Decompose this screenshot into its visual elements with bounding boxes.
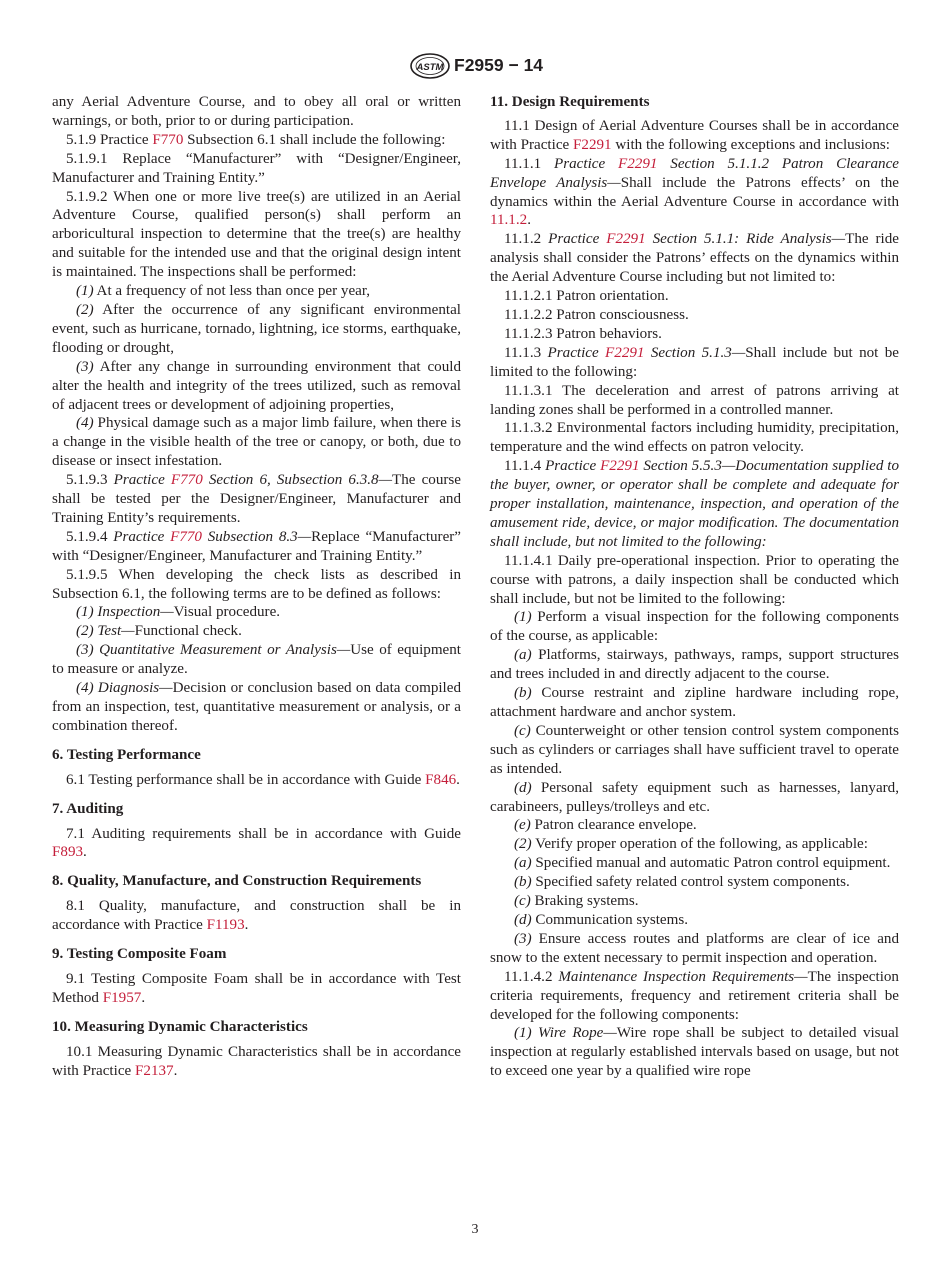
ref-link-f893[interactable]: F893 — [52, 844, 84, 861]
list-item: (b) Course restraint and zipline hardware including rope, attachment hardware and anchor system. — [490, 685, 899, 720]
list-item: (c) Braking systems. — [514, 893, 639, 910]
paragraph-5-1-9-3: 5.1.9.3 Practice F770 Section 6, Subsection 6.3.8—The course shall be tested per the Designer/Engineer, Manufacturer and Training Entity’s requirements. — [52, 472, 461, 526]
list-item: (d) Communication systems. — [514, 911, 688, 928]
list-item: (b) Specified safety related control system components. — [514, 874, 850, 891]
list-item: (a) Platforms, stairways, pathways, ramps, support structures and trees included in and directly adjacent to the course. — [490, 647, 899, 683]
paragraph-5-1-9-1: 5.1.9.1 Replace “Manufacturer” with “Designer/Engineer, Manufacturer and Training Entity.” — [52, 150, 461, 186]
list-item: (2) Verify proper operation of the following, as applicable: — [514, 836, 868, 853]
list-item: (1) At a frequency of not less than once per year, — [76, 283, 371, 300]
definition-item: (2) Test—Functional check. — [76, 623, 242, 640]
paragraph-11-1-2-2: 11.1.2.2 Patron consciousness. — [504, 306, 689, 323]
ref-link-f770[interactable]: F770 — [152, 131, 184, 148]
list-item: (2) After the occurrence of any significant environmental event, such as hurricane, tornado, lightning, ice storms, earthquake, flooding or drought, — [52, 301, 461, 356]
paragraph-10-1: 10.1 Measuring Dynamic Characteristics shall be in accordance with Practice F2137. — [52, 1043, 461, 1079]
ref-link-f1957[interactable]: F1957 — [102, 989, 142, 1006]
paragraph-5-1-9-4: 5.1.9.4 Practice F770 Subsection 8.3—Replace “Manufacturer” with “Designer/Engineer, Manufacturer and Training Entity.” — [52, 528, 462, 564]
list-item: (3) After any change in surrounding environment that could alter the health and integrity of the trees utilized, such as removal of adjacent trees or development of adjoining properties, — [52, 358, 461, 413]
ref-link-f2291[interactable]: F2291 — [573, 136, 612, 153]
definition-item: (1) Inspection—Visual procedure. — [76, 604, 281, 621]
ref-link-f2291[interactable]: F2291 — [600, 458, 640, 475]
list-item: (d) Personal safety equipment such as harnesses, lanyard, carabineers, pulleys/trolleys and etc. — [490, 779, 899, 815]
paragraph-5-1-9: 5.1.9 Practice F770 Subsection 6.1 shall include the following: — [66, 131, 446, 148]
list-item: (1) Perform a visual inspection for the following components of the course, as applicable: — [490, 609, 899, 645]
ref-link-f2137[interactable]: F2137 — [135, 1062, 174, 1079]
paragraph-11-1-3: 11.1.3 Practice F2291 Section 5.1.3—Shall include but not be limited to the following: — [490, 344, 899, 380]
list-item: (3) Ensure access routes and platforms are clear of ice and snow to the extent necessary to permit inspection and operation. — [490, 930, 899, 966]
section-heading-7: 7. Auditing — [52, 800, 124, 817]
paragraph-11-1-1: 11.1.1 Practice F2291 Section 5.1.1.2 Patron Clearance Envelope Analysis—Shall include the Patrons effects’ on the dynamics within the Aerial Adventure Course in accordance with 11.1.2. — [490, 155, 899, 229]
page-header — [0, 49, 950, 85]
paragraph-11-1-2: 11.1.2 Practice F2291 Section 5.1.1: Ride Analysis—The ride analysis shall consider the Patrons’ effects on the dynamics within the Aerial Adventure Course including but not limited to: — [490, 231, 899, 286]
paragraph-9-1: 9.1 Testing Composite Foam shall be in accordance with Test Method F1957. — [52, 970, 461, 1006]
section-heading-9: 9. Testing Composite Foam — [52, 946, 227, 963]
paragraph: any Aerial Adventure Course, and to obey all oral or written warnings, or both, prior to or during participation. — [52, 94, 461, 129]
paragraph-11-1-4-2: 11.1.4.2 Maintenance Inspection Requirements—The inspection criteria requirements, frequency and retirement criteria shall be developed for the following components: — [490, 968, 899, 1023]
paragraph-11-1-3-2: 11.1.3.2 Environmental factors including humidity, precipitation, temperature and the wind effects on patron velocity. — [490, 420, 899, 456]
ref-link-f770[interactable]: F770 — [170, 472, 203, 489]
list-item: (4) Physical damage such as a major limb failure, when there is a change in the visible health of the tree or canopy, or both, due to disease or insect infestation. — [52, 415, 461, 470]
definition-item: (4) Diagnosis—Decision or conclusion based on data compiled from an inspection, test, quantitative measurement or analysis, or a combination thereof. — [52, 680, 461, 734]
list-item: (c) Counterweight or other tension control system components such as cylinders or carriages shall have sufficient travel to operate as intended. — [490, 722, 899, 777]
paragraph-11-1-4: 11.1.4 Practice F2291 Section 5.5.3—Documentation supplied to the buyer, owner, or operator shall be complete and adequate for proper installation, maintenance, inspection, and operation of the amusement ride, device, or major modification. The documentation shall include, but not limited to the following: — [490, 458, 900, 550]
ref-link-f770[interactable]: F770 — [170, 528, 202, 545]
document-designation: F2959 − 14 — [454, 55, 544, 75]
list-item: (e) Patron clearance envelope. — [514, 817, 697, 834]
section-heading-6: 6. Testing Performance — [52, 746, 201, 763]
ref-link-11-1-2[interactable]: 11.1.2 — [490, 212, 528, 229]
paragraph-7-1: 7.1 Auditing requirements shall be in accordance with Guide F893. — [52, 825, 461, 861]
section-heading-11: 11. Design Requirements — [490, 94, 650, 110]
paragraph-11-1-4-1: 11.1.4.1 Daily pre-operational inspection. Prior to operating the course with patrons, a daily inspection shall be conducted which shall include, but not be limited to the following: — [490, 552, 899, 607]
paragraph-11-1: 11.1 Design of Aerial Adventure Courses shall be in accordance with Practice F2291 with the following exceptions and inclusions: — [490, 117, 899, 153]
paragraph-6-1: 6.1 Testing performance shall be in accordance with Guide F846. — [66, 771, 460, 788]
list-item: (1) Wire Rope—Wire rope shall be subject to detailed visual inspection at regularly established intervals based on usage, but not to exceed one year by a qualified wire rope — [490, 1025, 899, 1080]
paragraph-11-1-2-1: 11.1.2.1 Patron orientation. — [504, 288, 669, 305]
paragraph-11-1-3-1: 11.1.3.1 The deceleration and arrest of patrons arriving at landing zones shall be performed in a controlled manner. — [490, 382, 899, 418]
svg-text:ASTM: ASTM — [416, 62, 444, 73]
ref-link-f1193[interactable]: F1193 — [206, 917, 245, 934]
paragraph-8-1: 8.1 Quality, manufacture, and construction shall be in accordance with Practice F1193. — [52, 898, 461, 934]
ref-link-f2291[interactable]: F2291 — [618, 155, 658, 172]
page-number: 3 — [471, 1222, 479, 1237]
list-item: (a) Specified manual and automatic Patron control equipment. — [514, 855, 891, 872]
paragraph-5-1-9-5: 5.1.9.5 When developing the check lists as described in Subsection 6.1, the following terms are to be defined as follows: — [52, 566, 461, 602]
ref-link-f2291[interactable]: F2291 — [606, 231, 646, 248]
ref-link-f846[interactable]: F846 — [425, 771, 457, 788]
section-heading-10: 10. Measuring Dynamic Characteristics — [52, 1018, 308, 1035]
definition-item: (3) Quantitative Measurement or Analysis—Use of equipment to measure or analyze. — [52, 642, 461, 678]
right-column — [490, 93, 899, 1081]
ref-link-f2291[interactable]: F2291 — [605, 344, 645, 361]
section-heading-8: 8. Quality, Manufacture, and Construction Requirements — [52, 873, 422, 890]
paragraph-11-1-2-3: 11.1.2.3 Patron behaviors. — [504, 325, 662, 342]
left-column — [52, 93, 461, 1081]
astm-logo-icon — [410, 53, 450, 79]
paragraph-5-1-9-2: 5.1.9.2 When one or more live tree(s) are utilized in an Aerial Adventure Course, qualified person(s) shall perform an arboricultural inspection to determine that the tree(s) are healthy and suitable for the intended use and that the original design intent is maintained. The inspections shall be performed: — [52, 188, 461, 281]
